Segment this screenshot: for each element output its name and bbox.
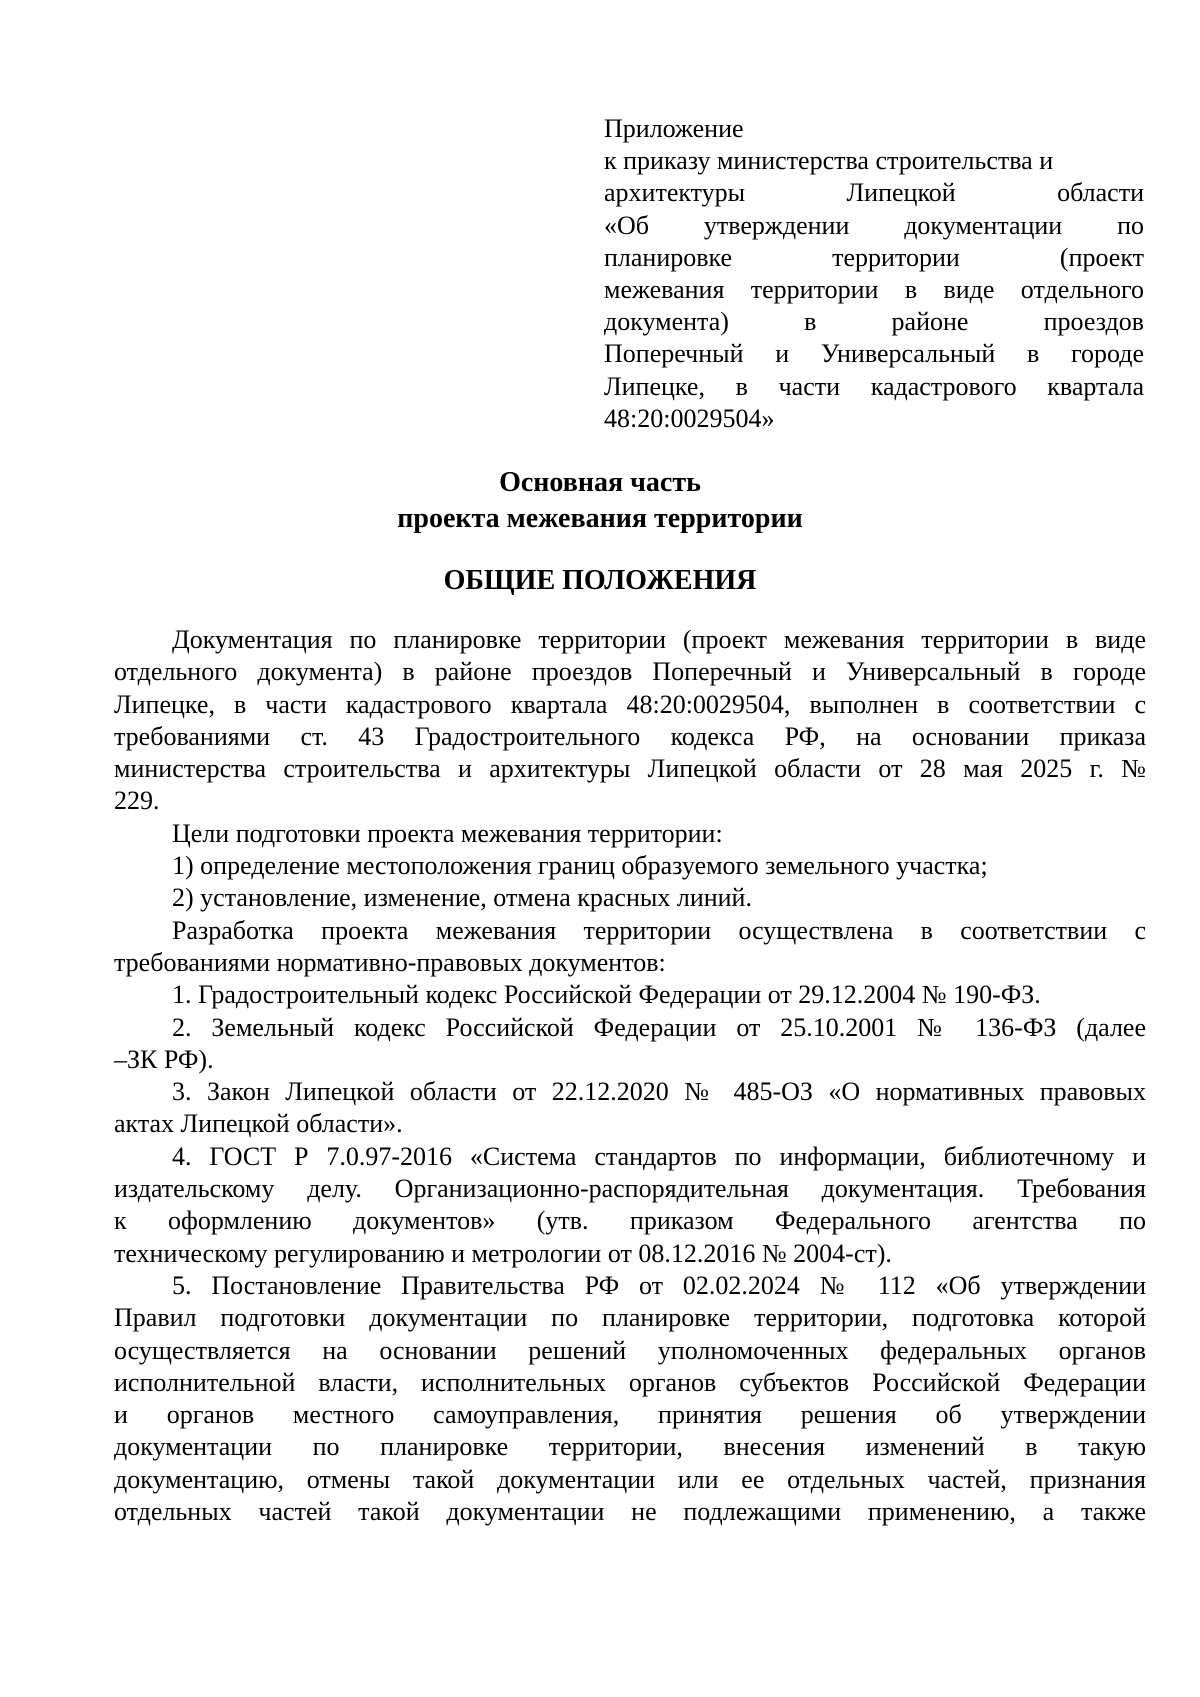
appendix-line: архитектуры Липецкой области: [604, 178, 1144, 208]
list-item: 1. Градостроительный кодекс Российской Федерации от 29.12.2004 № 190-ФЗ.: [172, 980, 1041, 1010]
body-line: требованиями ст. 43 Градостроительного кодекса РФ, на основании приказа: [114, 721, 1146, 751]
appendix-line: Поперечный и Универсальный в городе: [604, 339, 1144, 369]
list-item: 4. ГОСТ Р 7.0.97-2016 «Система стандартов по информации, библиотечному и: [172, 1141, 1146, 1171]
appendix-line: Приложение: [604, 114, 744, 143]
body-line: и органов местного самоуправления, принятия решения об утверждении: [114, 1400, 1146, 1430]
body-line: документации по планировке территории, внесения изменений в такую: [114, 1432, 1146, 1462]
body-line: Документация по планировке территории (проект межевания территории в виде: [172, 625, 1146, 654]
body-line: осуществляется на основании решений уполномоченных федеральных органов: [114, 1335, 1146, 1365]
body-line: требованиями нормативно-правовых документов:: [114, 947, 666, 977]
body-line: к оформлению документов» (утв. приказом Федерального агентства по: [114, 1206, 1146, 1236]
body-line: исполнительной власти, исполнительных органов субъектов Российской Федерации: [114, 1367, 1146, 1397]
appendix-line: межевания территории в виде отдельного: [604, 275, 1144, 305]
body-line: –ЗК РФ).: [114, 1044, 214, 1074]
document-title: Основная часть: [499, 467, 701, 498]
body-line: издательскому делу. Организационно-распорядительная документация. Требования: [114, 1174, 1146, 1204]
body-line: документацию, отмены такой документации или ее отдельных частей, признания: [114, 1464, 1146, 1494]
body-line: Цели подготовки проекта межевания территории:: [172, 818, 723, 848]
document-body: [114, 624, 1146, 1528]
document-titles: [0, 465, 1200, 599]
document-subtitle: проекта межевания территории: [397, 503, 803, 534]
body-line: актах Липецкой области».: [114, 1109, 403, 1139]
body-line: отдельных частей такой документации не подлежащими применению, а также: [114, 1497, 1146, 1527]
list-item: 1) определение местоположения границ образуемого земельного участка;: [172, 851, 988, 881]
body-line: министерства строительства и архитектуры Липецкой области от 28 мая 2025 г. №: [114, 754, 1146, 784]
body-line: Липецке, в части кадастрового квартала 48:20:0029504, выполнен в соответствии с: [114, 689, 1146, 719]
body-line: Разработка проекта межевания территории осуществлена в соответствии с: [172, 915, 1146, 945]
appendix-line: Липецке, в части кадастрового квартала: [604, 371, 1144, 401]
body-line: Правил подготовки документации по планировке территории, подготовка которой: [114, 1303, 1146, 1333]
appendix-line: планировке территории (проект: [604, 242, 1144, 272]
appendix-line: 48:20:0029504»: [604, 403, 775, 433]
body-line: техническому регулированию и метрологии от 08.12.2016 № 2004-ст).: [114, 1238, 892, 1268]
section-heading: ОБЩИЕ ПОЛОЖЕНИЯ: [443, 565, 757, 596]
appendix-line: документа) в районе проездов: [604, 307, 1144, 337]
body-line: 229.: [114, 786, 160, 816]
list-item: 2. Земельный кодекс Российской Федерации от 25.10.2001 № 136-ФЗ (далее: [172, 1012, 1146, 1042]
appendix-line: к приказу министерства строительства и: [604, 146, 1054, 176]
list-item: 3. Закон Липецкой области от 22.12.2020 № 485-ОЗ «О нормативных правовых: [172, 1077, 1146, 1107]
body-line: отдельного документа) в районе проездов Поперечный и Универсальный в городе: [114, 657, 1146, 687]
appendix-line: «Об утверждении документации по: [604, 210, 1144, 240]
list-item: 5. Постановление Правительства РФ от 02.02.2024 № 112 «Об утверждении: [172, 1270, 1146, 1300]
appendix-note: [604, 113, 1144, 435]
list-item: 2) установление, изменение, отмена красных линий.: [172, 883, 752, 913]
